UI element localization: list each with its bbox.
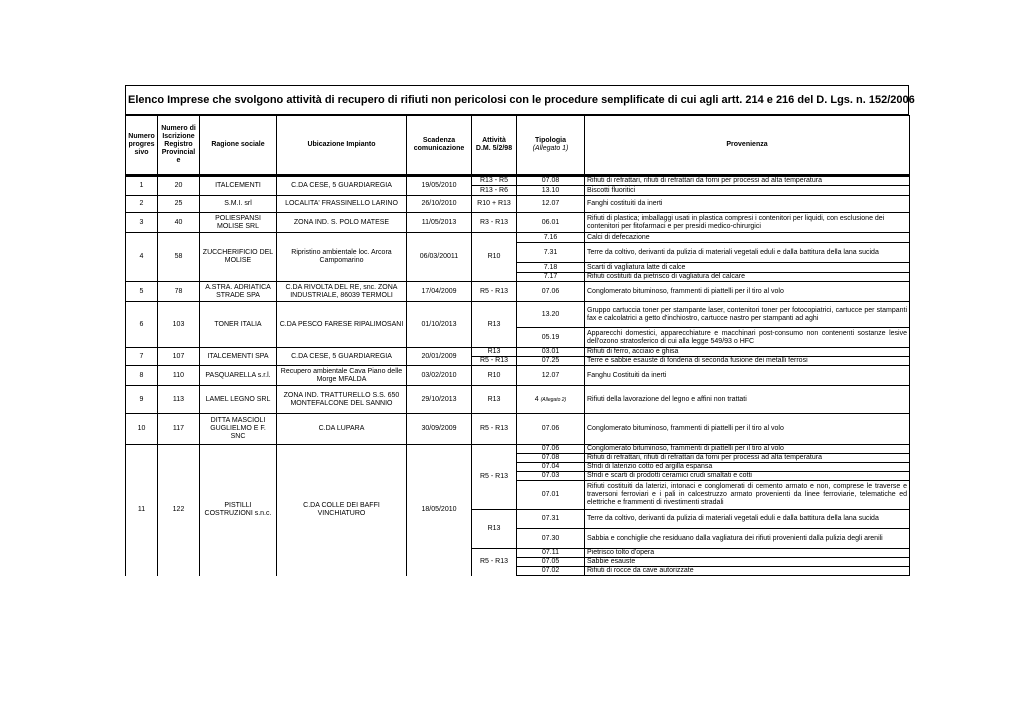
- cell-iscr: 110: [158, 366, 200, 386]
- cell-attivita: R10: [472, 233, 517, 282]
- cell-ubicazione: ZONA IND. TRATTURELLO S.S. 650 MONTEFALCONE DEL SANNIO: [277, 386, 407, 414]
- cell-ubicazione: C.DA CESE, 5 GUARDIAREGIA: [277, 348, 407, 366]
- cell-iscr: 20: [158, 176, 200, 196]
- spreadsheet-sheet: [125, 85, 915, 576]
- cell-num: 11: [126, 445, 158, 576]
- cell-attivita: R5 - R13: [472, 357, 517, 366]
- cell-ubicazione: Recupero ambientale Cava Piano delle Morge MFALDA: [277, 366, 407, 386]
- cell-tipologia: 07.03: [517, 472, 585, 481]
- table-row: [126, 176, 910, 186]
- cell-tipologia: 07.08: [517, 454, 585, 463]
- cell-ubicazione: ZONA IND. S. POLO MATESE: [277, 213, 407, 233]
- cell-iscr: 117: [158, 414, 200, 445]
- cell-provenienza: Rifiuti di refrattari, rifiuti di refrattari da forni per processi ad alta temperatura: [585, 176, 910, 186]
- cell-ragione: DITTA MASCIOLI GUGLIELMO E F. SNC: [200, 414, 277, 445]
- cell-ragione: ZUCCHERIFICIO DEL MOLISE: [200, 233, 277, 282]
- cell-scadenza: 26/10/2010: [407, 196, 472, 213]
- cell-scadenza: 29/10/2013: [407, 386, 472, 414]
- cell-tipologia: 07.02: [517, 567, 585, 576]
- cell-num: 1: [126, 176, 158, 196]
- cell-provenienza: Rifiuti di refrattari, rifiuti di refrattari da forni per processi ad alta temperatura: [585, 454, 910, 463]
- cell-provenienza: Rifiuti costituiti da laterizi, intonaci e conglomerati di cemento armato e non, comprese le traverse e traversoni ferroviari e i pali in calcestruzzo armato provenienti da linee ferroviarie, telematiche ed elettriche e frammenti di rivestimenti stradali: [585, 481, 910, 510]
- cell-num: 8: [126, 366, 158, 386]
- cell-tipologia: 05.19: [517, 328, 585, 348]
- sheet-title-bar: [125, 85, 915, 115]
- cell-scadenza: 01/10/2013: [407, 302, 472, 348]
- cell-num: 3: [126, 213, 158, 233]
- table-row: [126, 196, 910, 213]
- header-provenienza: Provenienza: [585, 116, 910, 176]
- cell-num: 4: [126, 233, 158, 282]
- cell-ubicazione: LOCALITA' FRASSINELLO LARINO: [277, 196, 407, 213]
- table-row: [126, 445, 910, 454]
- cell-attivita: R13: [472, 348, 517, 357]
- cell-provenienza: Sfridi di laterizio cotto ed argilla espansa: [585, 463, 910, 472]
- cell-tipologia: 7.31: [517, 243, 585, 263]
- cell-iscr: 25: [158, 196, 200, 213]
- cell-ragione: PASQUARELLA s.r.l.: [200, 366, 277, 386]
- cell-provenienza: Rifiuti di rocce da cave autorizzate: [585, 567, 910, 576]
- cell-iscr: 78: [158, 282, 200, 302]
- sheet-title: Elenco Imprese che svolgono attività di recupero di rifiuti non pericolosi con le procedure semplificate di cui agli artt. 214 e 216 del D. Lgs. n. 152/2006: [128, 94, 915, 106]
- cell-provenienza: Apparecchi domestici, apparecchiature e macchinari post-consumo non contenenti sostanze lesive dell'ozono stratosferico di cui alla legge 549/93 o HFC: [585, 328, 910, 348]
- cell-tipologia: 03.01: [517, 348, 585, 357]
- cell-iscr: 103: [158, 302, 200, 348]
- cell-ragione: ITALCEMENTI SPA: [200, 348, 277, 366]
- cell-provenienza: Rifiuti di ferro, acciaio e ghisa: [585, 348, 910, 357]
- cell-num: 2: [126, 196, 158, 213]
- cell-num: 9: [126, 386, 158, 414]
- header-num: Numero progres sivo: [126, 116, 158, 176]
- cell-provenienza: Conglomerato bituminoso, frammenti di piattelli per il tiro al volo: [585, 414, 910, 445]
- table-row: [126, 414, 910, 445]
- cell-provenienza: Gruppo cartuccia toner per stampante laser, contenitori toner per fotocopiatrici, cartucce per stampanti fax e calcolatrici a getto d'inchiostro, cartucce nastro per stampanti ad aghi: [585, 302, 910, 328]
- header-attivita: Attività D.M. 5/2/98: [472, 116, 517, 176]
- cell-ubicazione: C.DA COLLE DEI BAFFI VINCHIATURO: [277, 445, 407, 576]
- header-ubicazione: Ubicazione Impianto: [277, 116, 407, 176]
- cell-attivita: R5 - R13: [472, 282, 517, 302]
- cell-num: 6: [126, 302, 158, 348]
- cell-provenienza: Terre e sabbie esauste di fonderia di seconda fusione dei metalli ferrosi: [585, 357, 910, 366]
- cell-provenienza: Rifiuti costituiti da pietrisco di vagliatura del calcare: [585, 273, 910, 282]
- cell-num: 10: [126, 414, 158, 445]
- cell-provenienza: Calci di defecazione: [585, 233, 910, 243]
- cell-scadenza: 11/05/2013: [407, 213, 472, 233]
- cell-attivita: R5 - R13: [472, 549, 517, 576]
- cell-attivita: R13: [472, 302, 517, 348]
- cell-attivita: R13 - R6: [472, 186, 517, 196]
- table-row: [126, 233, 910, 243]
- cell-ragione: TONER ITALIA: [200, 302, 277, 348]
- cell-tipologia: 7.16: [517, 233, 585, 243]
- cell-tipologia: 07.06: [517, 445, 585, 454]
- cell-attivita: R10: [472, 366, 517, 386]
- cell-iscr: 58: [158, 233, 200, 282]
- cell-attivita: R13 - R5: [472, 176, 517, 186]
- header-tipologia: Tipologia (Allegato 1): [517, 116, 585, 176]
- cell-provenienza: Sabbia e conchiglie che residuano dalla vagliatura dei rifiuti provenienti dalla pulizia degli arenili: [585, 529, 910, 549]
- cell-provenienza: Sabbie esauste: [585, 558, 910, 567]
- cell-provenienza: Fanghu Costituiti da inerti: [585, 366, 910, 386]
- cell-tipologia: 07.05: [517, 558, 585, 567]
- cell-attivita: R5 - R13: [472, 445, 517, 510]
- cell-tipologia: 07.06: [517, 282, 585, 302]
- cell-ubicazione: C.DA CESE, 5 GUARDIAREGIA: [277, 176, 407, 196]
- cell-ragione: ITALCEMENTI: [200, 176, 277, 196]
- cell-provenienza: Pietrisco tolto d'opera: [585, 549, 910, 558]
- cell-tipologia: 07.30: [517, 529, 585, 549]
- cell-ragione: PISTILLI COSTRUZIONI s.n.c.: [200, 445, 277, 576]
- cell-ubicazione: C.DA LUPARA: [277, 414, 407, 445]
- cell-tipologia: 12.07: [517, 366, 585, 386]
- cell-attivita: R10 + R13: [472, 196, 517, 213]
- table-row: [126, 213, 910, 233]
- cell-provenienza: Scarti di vagliatura latte di calce: [585, 263, 910, 273]
- cell-tipologia: 07.25: [517, 357, 585, 366]
- cell-attivita: R13: [472, 510, 517, 549]
- cell-tipologia: 13.20: [517, 302, 585, 328]
- companies-table: [125, 115, 910, 576]
- cell-provenienza: Fanghi costituiti da inerti: [585, 196, 910, 213]
- cell-ubicazione: Ripristino ambientale loc. Arcora Campomarino: [277, 233, 407, 282]
- cell-provenienza: Terre da coltivo, derivanti da pulizia di materiali vegetali eduli e dalla battitura della lana sucida: [585, 510, 910, 529]
- cell-tipologia: 7.17: [517, 273, 585, 282]
- table-row: [126, 302, 910, 328]
- header-ragione: Ragione sociale: [200, 116, 277, 176]
- header-row: [126, 116, 910, 176]
- cell-provenienza: Conglomerato bituminoso, frammenti di piattelli per il tiro al volo: [585, 445, 910, 454]
- cell-tipologia: 06.01: [517, 213, 585, 233]
- cell-ragione: S.M.I. srl: [200, 196, 277, 213]
- cell-num: 5: [126, 282, 158, 302]
- table-header: [126, 116, 910, 176]
- cell-scadenza: 17/04/2009: [407, 282, 472, 302]
- table-row: [126, 282, 910, 302]
- header-scadenza: Scadenza comunicazione: [407, 116, 472, 176]
- cell-iscr: 113: [158, 386, 200, 414]
- cell-scadenza: 19/05/2010: [407, 176, 472, 196]
- cell-iscr: 107: [158, 348, 200, 366]
- cell-ragione: POLIESPANSI MOLISE SRL: [200, 213, 277, 233]
- cell-provenienza: Conglomerato bituminoso, frammenti di piattelli per il tiro al volo: [585, 282, 910, 302]
- cell-iscr: 40: [158, 213, 200, 233]
- cell-tipologia: 07.04: [517, 463, 585, 472]
- cell-tipologia: 7.18: [517, 263, 585, 273]
- header-iscrizione: Numero di Iscrizione Registro Provincial e: [158, 116, 200, 176]
- table-row: [126, 348, 910, 357]
- cell-tipologia: 07.08: [517, 176, 585, 186]
- cell-provenienza: Rifiuti della lavorazione del legno e affini non trattati: [585, 386, 910, 414]
- cell-tipologia: 4 (Allegato 2): [517, 386, 585, 414]
- cell-provenienza: Biscotti fluoritici: [585, 186, 910, 196]
- cell-ragione: LAMEL LEGNO SRL: [200, 386, 277, 414]
- cell-ubicazione: C.DA RIVOLTA DEL RE, snc. ZONA INDUSTRIALE, 86039 TERMOLI: [277, 282, 407, 302]
- cell-tipologia: 07.31: [517, 510, 585, 529]
- table-row: [126, 386, 910, 414]
- cell-tipologia: 07.01: [517, 481, 585, 510]
- cell-attivita: R5 - R13: [472, 414, 517, 445]
- cell-num: 7: [126, 348, 158, 366]
- cell-attivita: R3 - R13: [472, 213, 517, 233]
- cell-tipologia: 07.11: [517, 549, 585, 558]
- cell-ragione: A.STRA. ADRIATICA STRADE SPA: [200, 282, 277, 302]
- cell-scadenza: 18/05/2010: [407, 445, 472, 576]
- cell-tipologia: 12.07: [517, 196, 585, 213]
- cell-scadenza: 06/03/20011: [407, 233, 472, 282]
- cell-attivita: R13: [472, 386, 517, 414]
- cell-iscr: 122: [158, 445, 200, 576]
- cell-scadenza: 20/01/2009: [407, 348, 472, 366]
- cell-tipologia: 07.06: [517, 414, 585, 445]
- cell-provenienza: Rifiuti di plastica; imballaggi usati in plastica compresi i contenitori per liquidi, con esclusione dei contenitori per fitofarmaci e per presidi medico-chirurgici: [585, 213, 910, 233]
- cell-scadenza: 03/02/2010: [407, 366, 472, 386]
- table-row: [126, 366, 910, 386]
- cell-provenienza: Terre da coltivo, derivanti da pulizia di materiali vegetali eduli e dalla battitura della lana sucida: [585, 243, 910, 263]
- cell-tipologia: 13.10: [517, 186, 585, 196]
- cell-provenienza: Sfridi e scarti di prodotti ceramici crudi smaltati e cotti: [585, 472, 910, 481]
- cell-scadenza: 30/09/2009: [407, 414, 472, 445]
- cell-ubicazione: C.DA PESCO FARESE RIPALIMOSANI: [277, 302, 407, 348]
